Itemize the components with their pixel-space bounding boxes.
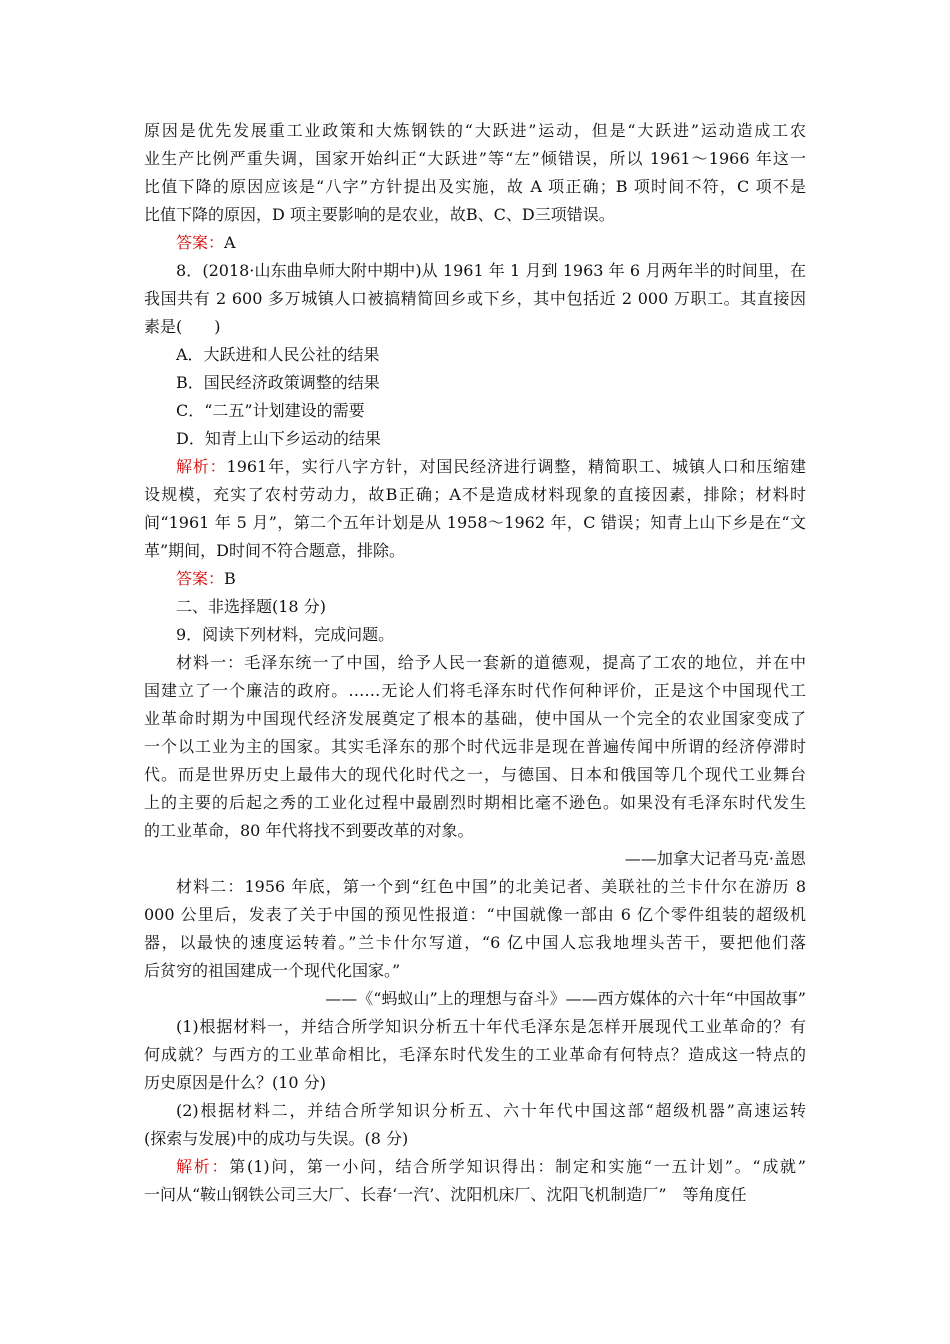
text-line: 的工业革命，80 年代将找不到要改革的对象。 xyxy=(144,821,474,840)
text-line: 器，以最快的速度运转着。”兰卡什尔写道，“6 亿中国人忘我地埋头苦干，要把他们落 xyxy=(144,933,806,952)
answer-line xyxy=(176,233,806,253)
analysis-text: 第(1)问，第一小问，结合所学知识得出：制定和实施“一五计划”。“成就” xyxy=(229,1157,806,1176)
analysis-line xyxy=(176,1157,806,1177)
analysis-line xyxy=(176,457,806,477)
source-attribution: ——《“蚂蚁山”上的理想与奋斗》——西方媒体的六十年“中国故事” xyxy=(325,989,806,1008)
sub-question-1-line: (1)根据材料一，并结合所学知识分析五十年代毛泽东是怎样开展现代工业革命的？有 xyxy=(176,1017,806,1036)
option-d: D．知青上山下乡运动的结果 xyxy=(176,429,381,448)
text-line: 比值下降的原因应该是“八字”方针提出及实施，故 A 项正确；B 项时间不符，C 项不是 xyxy=(144,177,806,196)
text-line: 设规模，充实了农村劳动力，故B正确；A不是造成材料现象的直接因素，排除；材料时 xyxy=(144,485,806,504)
answer-value: A xyxy=(224,233,236,252)
question-9-line: 9．阅读下列材料，完成问题。 xyxy=(176,625,395,644)
text-line: 革”期间，D时间不符合题意，排除。 xyxy=(144,541,406,560)
text-line: 间“1961 年 5 月”，第二个五年计划是从 1958～1962 年，C 错误；知青上山下乡是在“文 xyxy=(144,513,806,532)
text-line: 素是( ) xyxy=(144,317,221,336)
text-line: 我国共有 2 600 多万城镇人口被搞精简回乡或下乡，其中包括近 2 000 万职工。其直接因 xyxy=(144,289,806,308)
question-8-line: 8．(2018·山东曲阜师大附中期中)从 1961 年 1 月到 1963 年 6 月两年半的时间里，在 xyxy=(176,261,806,280)
option-b: B．国民经济政策调整的结果 xyxy=(176,373,380,392)
text-line: 比值下降的原因，D 项主要影响的是农业，故B、C、D三项错误。 xyxy=(144,205,615,224)
text-line: 上的主要的后起之秀的工业化过程中最剧烈时期相比毫不逊色。如果没有毛泽东时代发生 xyxy=(144,793,806,812)
section-heading: 二、非选择题(18 分) xyxy=(176,597,326,616)
text-line: 后贫穷的祖国建成一个现代化国家。” xyxy=(144,961,401,980)
text-line: 业革命时期为中国现代经济发展奠定了根本的基础，使中国从一个完全的农业国家变成了 xyxy=(144,709,806,728)
text-line: 一问从“鞍山钢铁公司三大厂、长春‘一汽’、沈阳机床厂、沈阳飞机制造厂” 等角度任 xyxy=(144,1185,747,1204)
analysis-label: 解析： xyxy=(176,1157,230,1176)
text-line: 一个以工业为主的国家。其实毛泽东的那个时代远非是现在普遍传闻中所谓的经济停滞时 xyxy=(144,737,806,756)
answer-line xyxy=(176,569,806,589)
answer-label: 答案： xyxy=(176,569,225,588)
text-line: 代。而是世界历史上最伟大的现代化时代之一，与德国、日本和俄国等几个现代工业舞台 xyxy=(144,765,806,784)
source-attribution: ——加拿大记者马克·盖恩 xyxy=(624,849,806,868)
answer-label: 答案： xyxy=(176,233,225,252)
text-line: 国建立了一个廉洁的政府。……无论人们将毛泽东时代作何种评价，正是这个中国现代工 xyxy=(144,681,806,700)
analysis-label: 解析： xyxy=(176,457,227,476)
material-2-line: 材料二：1956 年底，第一个到“红色中国”的北美记者、美联社的兰卡什尔在游历 8 xyxy=(176,877,806,896)
material-1-line: 材料一：毛泽东统一了中国，给予人民一套新的道德观，提高了工农的地位，并在中 xyxy=(176,653,806,672)
option-a: A．大跃进和人民公社的结果 xyxy=(176,345,380,364)
sub-question-2-line: (2)根据材料二，并结合所学知识分析五、六十年代中国这部“超级机器”高速运转 xyxy=(176,1101,806,1120)
option-c: C．“二五”计划建设的需要 xyxy=(176,401,365,420)
text-line: 业生产比例严重失调，国家开始纠正“大跃进”等“左”倾错误，所以 1961～1966 年这一 xyxy=(144,149,806,168)
analysis-text: 1961年，实行八字方针，对国民经济进行调整，精简职工、城镇人口和压缩建 xyxy=(226,457,806,476)
answer-value: B xyxy=(224,569,236,588)
text-line: (探索与发展)中的成功与失误。(8 分) xyxy=(144,1129,409,1148)
text-line: 000 公里后，发表了关于中国的预见性报道：“中国就像一部由 6 亿个零件组装的超级机 xyxy=(144,905,806,924)
text-line: 何成就？与西方的工业革命相比，毛泽东时代发生的工业革命有何特点？造成这一特点的 xyxy=(144,1045,806,1064)
text-line: 历史原因是什么？(10 分) xyxy=(144,1073,326,1092)
text-line: 原因是优先发展重工业政策和大炼钢铁的“大跃进”运动，但是“大跃进”运动造成工农 xyxy=(144,121,806,140)
